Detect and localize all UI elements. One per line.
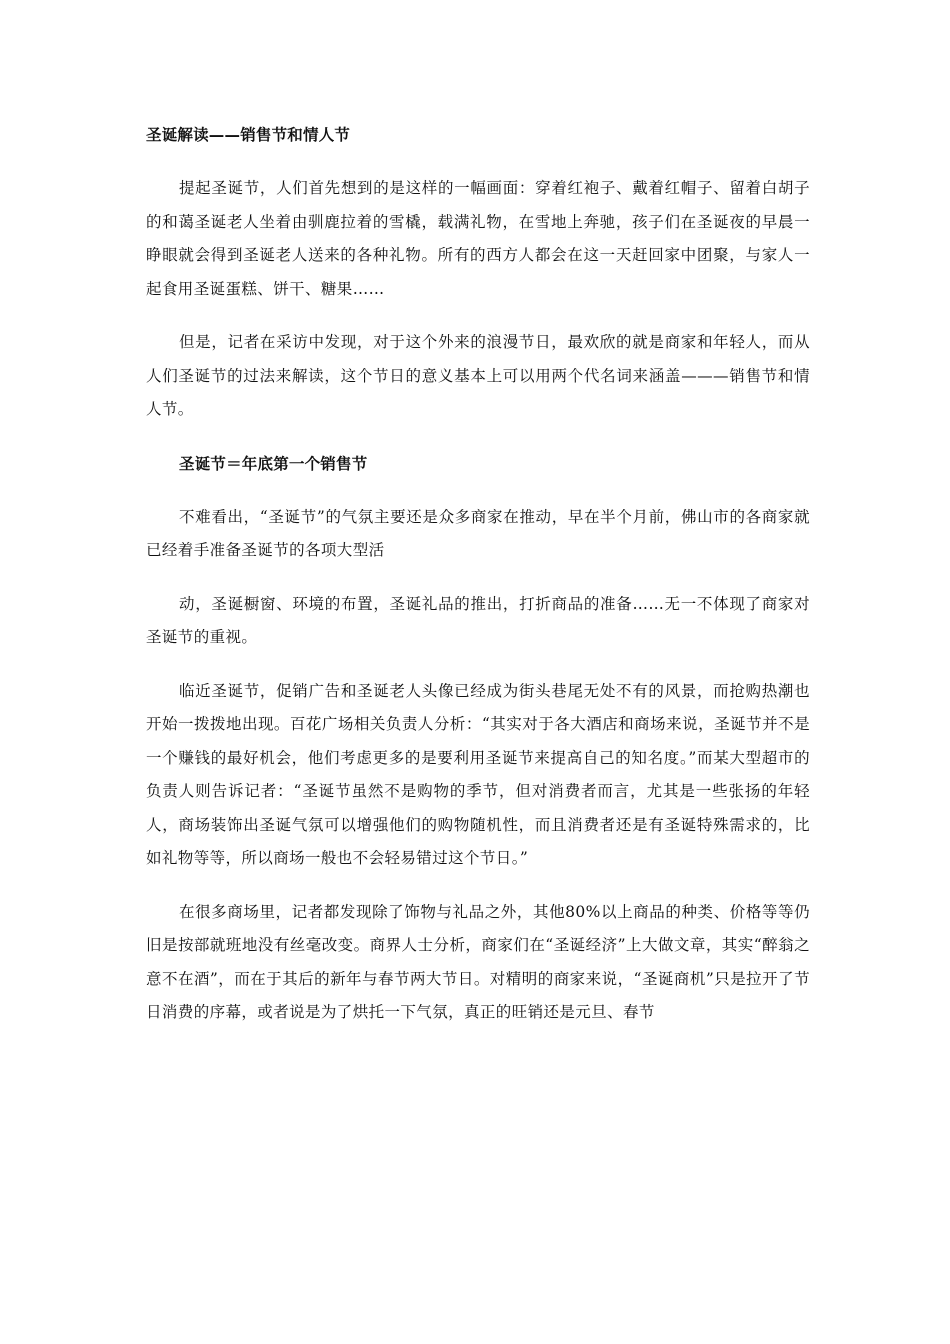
paragraph-intro: 提起圣诞节，人们首先想到的是这样的一幅画面：穿着红袍子、戴着红帽子、留着白胡子的和蔼圣诞老人坐着由驯鹿拉着的雪橇，载满礼物，在雪地上奔驰，孩子们在圣诞夜的早晨一睁眼就会得到圣诞老人送来的各种礼物。所有的西方人都会在这一天赶回家中团聚，与家人一起食用圣诞蛋糕、饼干、糖果……	[146, 179, 810, 298]
article-title: 圣诞解读——销售节和情人节	[146, 126, 351, 144]
paragraph-merchants: 不难看出，“圣诞节”的气氛主要还是众多商家在推动，早在半个月前，佛山市的各商家就已经着手准备圣诞节的各项大型活	[146, 507, 810, 559]
section-heading: 圣诞节＝年底第一个销售节	[179, 454, 368, 473]
document-page	[146, 118, 810, 1050]
paragraph-reporter-finding: 但是，记者在采访中发现，对于这个外来的浪漫节日，最欢欣的就是商家和年轻人，而从人们圣诞节的过法来解读，这个节日的意义基本上可以用两个代名词来涵盖———销售节和情人节。	[146, 333, 810, 418]
paragraph-promotions: 临近圣诞节，促销广告和圣诞老人头像已经成为街头巷尾无处不有的风景，而抢购热潮也开始一拨拨地出现。百花广场相关负责人分析：“其实对于各大酒店和商场来说，圣诞节并不是一个赚钱的最好机会，他们考虑更多的是要利用圣诞节来提高自己的知名度。”而某大型超市的负责人则告诉记者：“圣诞节虽然不是购物的季节，但对消费者而言，尤其是一些张扬的年轻人，商场装饰出圣诞气氛可以增强他们的购物随机性，而且消费者还是有圣诞特殊需求的，比如礼物等等，所以商场一般也不会轻易错过这个节日。”	[146, 681, 810, 867]
paragraph-activities: 动，圣诞橱窗、环境的布置，圣诞礼品的推出，打折商品的准备……无一不体现了商家对圣诞节的重视。	[146, 594, 810, 646]
paragraph-analysis: 在很多商场里，记者都发现除了饰物与礼品之外，其他80%以上商品的种类、价格等等仍旧是按部就班地没有丝毫改变。商界人士分析，商家们在“圣诞经济”上大做文章，其实“醉翁之意不在酒”，而在于其后的新年与春节两大节日。对精明的商家来说，“圣诞商机”只是拉开了节日消费的序幕，或者说是为了烘托一下气氛，真正的旺销还是元旦、春节	[146, 902, 810, 1021]
